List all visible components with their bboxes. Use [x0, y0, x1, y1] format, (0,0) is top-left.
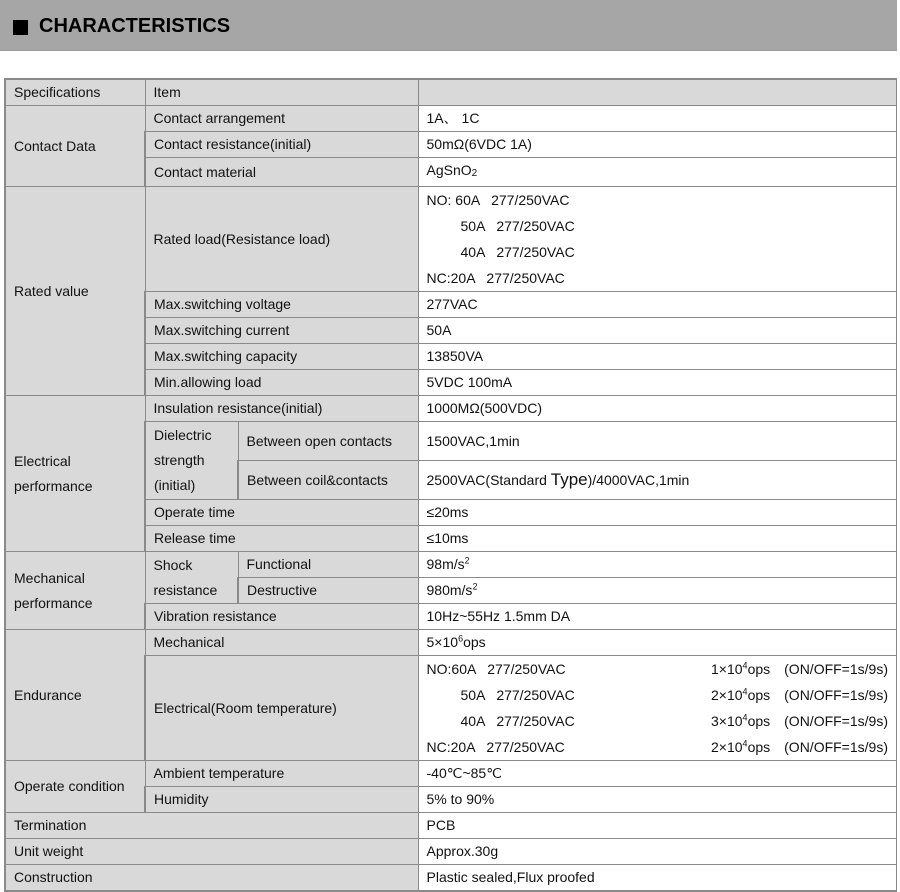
- section-title: CHARACTERISTICS: [39, 15, 231, 37]
- endurance-load: 50A 277/250VAC: [460, 687, 575, 703]
- endurance-line: [427, 708, 888, 734]
- item-label: Humidity: [145, 787, 418, 813]
- item-value: Approx.30g: [418, 839, 896, 865]
- value-exponent: 6: [458, 633, 464, 644]
- item-label: Unit weight: [5, 839, 418, 865]
- item-value: 1000MΩ(500VDC): [418, 396, 896, 422]
- rated-load-line: NC:20A 277/250VAC: [426, 270, 565, 286]
- item-value: 1A、 1C: [418, 106, 896, 132]
- label-line: resistance: [153, 581, 218, 598]
- endurance-cycle: (ON/OFF=1s/9s): [784, 739, 888, 755]
- item-label: Operate time: [145, 500, 418, 526]
- group-endurance: Endurance: [5, 630, 145, 761]
- endurance-load: NO:60A 277/250VAC: [426, 661, 566, 677]
- endurance-ops: [702, 708, 770, 734]
- label-line: strength: [154, 452, 205, 468]
- value-subscript: 2: [471, 168, 478, 179]
- item-value: ≤20ms: [418, 500, 896, 526]
- group-rated-value: Rated value: [5, 187, 145, 396]
- item-value: 10Hz~55Hz 1.5mm DA: [418, 604, 896, 630]
- item-value: [418, 630, 896, 656]
- table-row: [5, 396, 897, 422]
- header-value: [418, 79, 896, 106]
- item-label: Between coil&contacts: [238, 461, 418, 500]
- item-label: Insulation resistance(initial): [145, 396, 418, 422]
- endurance-line: [427, 682, 888, 708]
- label-line: (initial): [154, 477, 196, 493]
- item-label: Construction: [5, 865, 418, 892]
- group-operate-condition: Operate condition: [5, 761, 145, 813]
- endurance-line: [427, 734, 888, 760]
- square-bullet-icon: [13, 20, 28, 35]
- ops-unit: ops: [747, 739, 771, 755]
- item-label: Ambient temperature: [145, 761, 418, 787]
- value-main: 98m/s: [426, 556, 465, 572]
- value-part: )/4000VAC,1min: [587, 472, 690, 488]
- item-value: PCB: [418, 813, 896, 839]
- item-value: [418, 158, 896, 187]
- group-label-line: performance: [14, 477, 93, 494]
- value-exponent: 2: [472, 581, 478, 592]
- item-value: Plastic sealed,Flux proofed: [418, 865, 896, 892]
- item-label: Contact material: [145, 158, 418, 187]
- label-line: Shock: [153, 556, 193, 573]
- ops-exponent: 4: [742, 712, 748, 723]
- ops-exponent: 4: [742, 660, 748, 671]
- group-contact-data: Contact Data: [5, 106, 145, 187]
- item-label: Contact resistance(initial): [145, 132, 418, 158]
- ops-exponent: 4: [742, 686, 748, 697]
- endurance-ops: [702, 682, 770, 708]
- value-part: Type: [550, 470, 588, 489]
- header-specifications: Specifications: [5, 79, 145, 106]
- ops-unit: ops: [747, 687, 771, 703]
- group-electrical-performance: [5, 396, 145, 552]
- ops-base: 2×10: [711, 687, 743, 703]
- item-label: Contact arrangement: [145, 106, 418, 132]
- table-row: [5, 813, 897, 839]
- ops-base: 1×10: [711, 661, 743, 677]
- item-value: 50mΩ(6VDC 1A): [418, 132, 896, 158]
- dielectric-strength-label: [145, 422, 238, 500]
- table-row: [5, 839, 897, 865]
- group-label-line: Mechanical: [14, 569, 85, 586]
- endurance-load: 40A 277/250VAC: [460, 713, 575, 729]
- item-label: Mechanical: [145, 630, 418, 656]
- item-value: [418, 461, 896, 500]
- value-exponent: 2: [464, 555, 470, 566]
- value-part: 2500VAC(Standard: [426, 472, 551, 488]
- item-value: [418, 552, 896, 578]
- group-label-line: performance: [14, 594, 93, 611]
- item-label: Functional: [238, 552, 418, 578]
- item-value: ≤10ms: [418, 526, 896, 552]
- item-label: Between open contacts: [238, 422, 418, 461]
- item-value: [418, 578, 896, 604]
- value-main: AgSnO: [426, 162, 472, 178]
- table-row: [5, 187, 897, 292]
- table-header-row: [5, 79, 897, 106]
- item-value: 5% to 90%: [418, 787, 896, 813]
- group-label-line: Electrical: [14, 452, 71, 469]
- table-row: [5, 630, 897, 656]
- endurance-ops: [702, 734, 770, 760]
- item-value: 5VDC 100mA: [418, 370, 896, 396]
- section-header: [0, 0, 897, 51]
- characteristics-table: [4, 78, 897, 892]
- ops-exponent: 4: [742, 738, 748, 749]
- item-label: Max.switching capacity: [145, 344, 418, 370]
- item-label: Destructive: [238, 578, 418, 604]
- ops-base: 2×10: [711, 739, 743, 755]
- item-value: -40℃~85℃: [418, 761, 896, 787]
- item-value: 1500VAC,1min: [418, 422, 896, 461]
- item-label: Release time: [145, 526, 418, 552]
- endurance-cycle: (ON/OFF=1s/9s): [784, 713, 888, 729]
- table-row: [5, 106, 897, 132]
- header-item: Item: [145, 79, 418, 106]
- rated-load-line: NO: 60A 277/250VAC: [426, 192, 570, 208]
- value-part: ops: [463, 634, 486, 650]
- endurance-line: [427, 656, 888, 682]
- rated-load-line: 40A 277/250VAC: [460, 244, 575, 260]
- group-mechanical-performance: [5, 552, 145, 630]
- endurance-cycle: (ON/OFF=1s/9s): [784, 661, 888, 677]
- table-row: [5, 552, 897, 578]
- endurance-load: NC:20A 277/250VAC: [426, 739, 565, 755]
- endurance-ops: [702, 656, 770, 682]
- item-label: Max.switching voltage: [145, 292, 418, 318]
- value-main: 980m/s: [426, 582, 473, 598]
- item-label: Max.switching current: [145, 318, 418, 344]
- table-row: [5, 761, 897, 787]
- item-label: Termination: [5, 813, 418, 839]
- item-value-multiline: [418, 656, 896, 761]
- item-value: 277VAC: [418, 292, 896, 318]
- label-line: Dielectric: [154, 427, 212, 443]
- item-value: 50A: [418, 318, 896, 344]
- item-value: 13850VA: [418, 344, 896, 370]
- ops-unit: ops: [747, 661, 771, 677]
- ops-base: 3×10: [711, 713, 743, 729]
- rated-load-line: 50A 277/250VAC: [460, 218, 575, 234]
- endurance-cycle: (ON/OFF=1s/9s): [784, 687, 888, 703]
- item-label: Electrical(Room temperature): [145, 656, 418, 761]
- item-value-multiline: [418, 187, 896, 292]
- item-label: Min.allowing load: [145, 370, 418, 396]
- item-label: Vibration resistance: [145, 604, 418, 630]
- shock-resistance-label: [145, 552, 238, 604]
- item-label: Rated load(Resistance load): [145, 187, 418, 292]
- table-row: [5, 865, 897, 892]
- ops-unit: ops: [747, 713, 771, 729]
- value-part: 5×10: [426, 634, 459, 650]
